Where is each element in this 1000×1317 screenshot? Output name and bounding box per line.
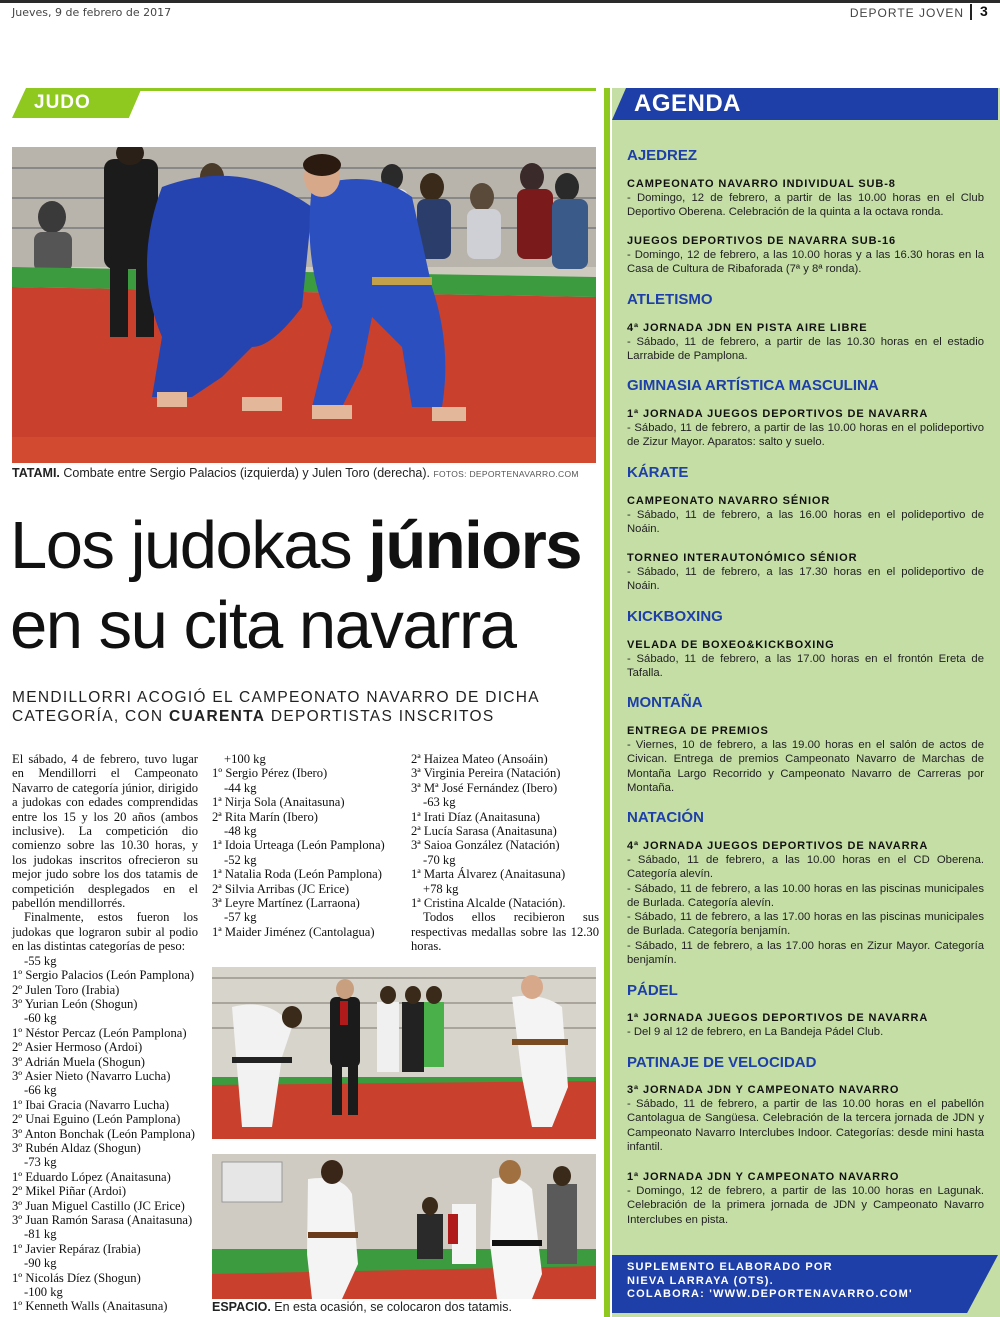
photo-tatami-combat <box>12 147 596 463</box>
agenda-event-details: - Sábado, 11 de febrero, a las 16.00 horas en el polideportivo de Noáin. <box>627 509 984 536</box>
agenda-category: KICKBOXING <box>627 608 723 625</box>
result-row: 1ª Irati Díaz (Anaitasuna) <box>411 809 541 824</box>
result-row: 2ª Silvia Arribas (JC Erice) <box>212 881 350 896</box>
agenda-event-title: CAMPEONATO NAVARRO INDIVIDUAL SUB-8 <box>627 178 896 190</box>
header-date: Jueves, 9 de febrero de 2017 <box>12 6 172 19</box>
agenda-event-details: - Sábado, 11 de febrero, a las 17.00 horas en las piscinas municipales de Burlada. Categoría benjamín. <box>627 911 984 938</box>
agenda-event-title: 1ª JORNADA JUEGOS DEPORTIVOS DE NAVARRA <box>627 408 929 420</box>
result-row: 3º Yurian León (Shogun) <box>12 996 138 1011</box>
agenda-event-details: - Sábado, 11 de febrero, a partir de las 10.00 horas en el pabellón Cantolagua de Sangüesa. Celebración de la tercera jornada de JDN y Campeonato Navarro Interclubes Indoor. Categorías: desde mini hasta infantil. <box>627 1098 984 1153</box>
photo-two-tatamis <box>212 1154 596 1299</box>
result-row: 3º Asier Nieto (Navarro Lucha) <box>12 1068 171 1083</box>
photo1-caption <box>12 466 602 480</box>
agenda-event-details: - Domingo, 12 de febrero, a partir de las 10.00 horas en Lagunak. Celebración de la primera jornada de JDN y Campeonato Navarro Interclubes en pista. <box>627 1185 984 1226</box>
agenda-event-title: ENTREGA DE PREMIOS <box>627 725 769 737</box>
headline-line2: en su cita navarra <box>10 588 516 663</box>
agenda-category: KÁRATE <box>627 464 689 481</box>
result-row: 2º Julen Toro (Irabia) <box>12 982 120 997</box>
agenda-event-details: - Sábado, 11 de febrero, a las 17.30 horas en el polideportivo de Noáin. <box>627 566 984 593</box>
result-row: 1º Nicolás Díez (Shogun) <box>12 1270 141 1285</box>
caption-text: En esta ocasión, se colocaron dos tatamis. <box>274 1300 512 1314</box>
agenda-category: MONTAÑA <box>627 694 703 711</box>
agenda-event-title: 4ª JORNADA JDN EN PISTA AIRE LIBRE <box>627 322 868 334</box>
agenda-event-details: - Domingo, 12 de febrero, a partir de las 10.00 horas en el Club Deportivo Oberena. Celebración de la quinta a la octava ronda. <box>627 192 984 219</box>
weight-category: -48 kg <box>224 824 257 839</box>
article-closing: Todos ellos recibieron sus respectivas medallas sobre las 12.30 horas. <box>411 910 599 954</box>
photo-credit: FOTOS: DEPORTENAVARRO.COM <box>433 469 579 479</box>
result-row: 1ª Idoia Urteaga (León Pamplona) <box>212 838 385 853</box>
header-divider <box>970 4 972 20</box>
agenda-category: AJEDREZ <box>627 147 698 164</box>
weight-category: -81 kg <box>24 1227 57 1242</box>
credits-line: NIEVA LARRAYA (OTS). <box>627 1274 774 1287</box>
caption-label: ESPACIO. <box>212 1300 271 1314</box>
weight-category: -73 kg <box>24 1155 57 1170</box>
result-row: 2º Mikel Piñar (Ardoi) <box>12 1184 127 1199</box>
result-row: 2ª Rita Marín (Ibero) <box>212 809 318 824</box>
agenda-event-title: VELADA DE BOXEO&KICKBOXING <box>627 639 835 651</box>
agenda-event-title: 1ª JORNADA JUEGOS DEPORTIVOS DE NAVARRA <box>627 1012 929 1024</box>
agenda-event-title: CAMPEONATO NAVARRO SÉNIOR <box>627 495 831 507</box>
result-row: 3º Juan Ramón Sarasa (Anaitasuna) <box>12 1213 193 1227</box>
result-row: 1ª Cristina Alcalde (Natación). <box>411 896 566 911</box>
agenda-event-details: - Sábado, 11 de febrero, a las 17.00 horas en el frontón Ereta de Tafalla. <box>627 653 984 680</box>
agenda-event-title: 3ª JORNADA JDN Y CAMPEONATO NAVARRO <box>627 1084 900 1096</box>
results-list-1 <box>12 954 198 1314</box>
result-row: 1º Néstor Percaz (León Pamplona) <box>12 1025 187 1040</box>
result-row: 1ª Nirja Sola (Anaitasuna) <box>212 795 345 810</box>
result-row: 3ª Virginia Pereira (Natación) <box>411 766 561 781</box>
headline-bold-word: júniors <box>368 508 582 583</box>
headline-line1: Los judokas <box>10 508 369 583</box>
agenda-title: AGENDA <box>634 90 742 117</box>
weight-category: -55 kg <box>24 953 57 968</box>
agenda-event-details: - Del 9 al 12 de febrero, en La Bandeja Pádel Club. <box>627 1026 884 1038</box>
agenda-category: NATACIÓN <box>627 809 704 826</box>
result-row: 1º Ibai Gracia (Navarro Lucha) <box>12 1097 170 1112</box>
agenda-header <box>612 88 998 120</box>
weight-category: -90 kg <box>24 1256 57 1271</box>
subhead-bold: CUARENTA <box>169 708 266 725</box>
agenda-event-details: - Sábado, 11 de febrero, a las 10.00 horas en el CD Oberena. Categoría alevín. <box>627 854 984 881</box>
weight-category: -63 kg <box>423 795 456 810</box>
agenda-category: GIMNASIA ARTÍSTICA MASCULINA <box>627 377 879 394</box>
credits-text <box>627 1261 913 1302</box>
caption-label: TATAMI. <box>12 466 60 480</box>
weight-category: -52 kg <box>224 852 257 867</box>
weight-category: -66 kg <box>24 1083 57 1098</box>
result-row: 3º Anton Bonchak (León Pamplona) <box>12 1126 195 1141</box>
weight-category: +78 kg <box>423 881 459 896</box>
agenda-event-details: - Sábado, 11 de febrero, a las 10.00 horas en las piscinas municipales de Burlada. Categoría alevín. <box>627 883 984 910</box>
agenda-stripe <box>604 88 610 1317</box>
result-row: 3º Rubén Aldaz (Shogun) <box>12 1140 141 1155</box>
article-column-2 <box>212 752 398 939</box>
result-row: 1º Javier Repáraz (Irabia) <box>12 1241 141 1256</box>
result-row: 2º Asier Hermoso (Ardoi) <box>12 1040 143 1055</box>
agenda-event-details: - Sábado, 11 de febrero, a partir de las 10.30 horas en el estadio Larrabide de Pamplona. <box>627 336 984 363</box>
section-tag <box>12 88 596 118</box>
agenda-event-title: JUEGOS DEPORTIVOS DE NAVARRA SUB-16 <box>627 235 897 247</box>
credits-box <box>612 1255 1000 1313</box>
top-rule <box>0 0 1000 3</box>
article-paragraph-2: Finalmente, estos fueron los judokas que lograron subir al podio en las distintas categorías de peso: <box>12 910 198 954</box>
article-paragraph-1: El sábado, 4 de febrero, tuvo lugar en Mendillorri el Campeonato Navarro de categoría júnior, dirigido a judokas con edades comprendidas entre los 15 y los 20 años (ambos inclusive). La competición dio comienzo sobre las 10.30 horas, y los judokas inscritos ofrecieron su mejor judo sobre los dos tatamis de competición desplegados en el pabellón mendillorrés. <box>12 752 198 911</box>
result-row: 1ª Maider Jiménez (Cantolagua) <box>212 924 375 939</box>
subhead-after: DEPORTISTAS INSCRITOS <box>265 708 495 725</box>
weight-category: -60 kg <box>24 1011 57 1026</box>
results-list-2 <box>212 752 398 939</box>
result-row: 3ª Saioa González (Natación) <box>411 838 560 853</box>
weight-category: -100 kg <box>24 1285 63 1300</box>
article-column-3 <box>411 752 599 954</box>
result-row: 3º Adrián Muela (Shogun) <box>12 1054 145 1069</box>
result-row: 2ª Haizea Mateo (Ansoáin) <box>411 752 548 766</box>
result-row: 1º Kenneth Walls (Anaitasuna) <box>12 1299 168 1314</box>
result-row: 2º Unai Eguino (León Pamplona) <box>12 1112 181 1127</box>
caption-text: Combate entre Sergio Palacios (izquierda) y Julen Toro (derecha). <box>63 466 431 480</box>
result-row: 1º Sergio Pérez (Ibero) <box>212 766 328 781</box>
result-row: 3ª Mª José Fernández (Ibero) <box>411 780 558 795</box>
page-number: 3 <box>980 3 988 19</box>
agenda-event-details: - Sábado, 11 de febrero, a partir de las 10.00 horas en el polideportivo de Zizur Mayor. Aparatos: salto y suelo. <box>627 422 984 449</box>
weight-category: +100 kg <box>224 752 266 766</box>
photo3-caption <box>212 1300 602 1314</box>
weight-category: -57 kg <box>224 910 257 925</box>
agenda-category: PATINAJE DE VELOCIDAD <box>627 1054 817 1071</box>
agenda-event-title: TORNEO INTERAUTONÓMICO SÉNIOR <box>627 552 858 564</box>
weight-category: -44 kg <box>224 780 257 795</box>
results-list-3 <box>411 752 599 910</box>
result-row: 1º Sergio Palacios (León Pamplona) <box>12 968 195 983</box>
result-row: 1ª Marta Álvarez (Anaitasuna) <box>411 867 566 882</box>
article-column-1 <box>12 752 198 1314</box>
subheadline <box>12 688 600 726</box>
agenda-event-title: 1ª JORNADA JDN Y CAMPEONATO NAVARRO <box>627 1171 900 1183</box>
result-row: 3º Juan Miguel Castillo (JC Erice) <box>12 1198 185 1213</box>
agenda-event-details: - Viernes, 10 de febrero, a las 19.00 horas en el salón de actos de Civican. Entrega de premios Campeonato Navarro de Marchas de Montaña Largo Recorrido y Campeonato Navarro de Carreras por Montaña. <box>627 739 984 794</box>
header-section: DEPORTE JOVEN <box>849 6 964 20</box>
subhead-before: MENDILLORRI ACOGIÓ EL CAMPEONATO NAVARRO DE DICHA CATEGORÍA, CON <box>12 689 540 725</box>
section-tag-label: JUDO <box>34 92 91 113</box>
agenda-event-details: - Domingo, 12 de febrero, a las 10.00 horas y a las 16.30 horas en la Casa de Cultura de Ribaforada (7ª y 8ª ronda). <box>627 249 984 276</box>
weight-category: -70 kg <box>423 852 456 867</box>
photo-referee-bow <box>212 967 596 1139</box>
credits-line: COLABORA: 'WWW.DEPORTENAVARRO.COM' <box>627 1288 913 1300</box>
result-row: 3ª Leyre Martínez (Larraona) <box>212 896 360 911</box>
agenda-category: PÁDEL <box>627 982 678 999</box>
result-row: 2ª Lucía Sarasa (Anaitasuna) <box>411 824 557 839</box>
agenda-event-details: - Sábado, 11 de febrero, a las 17.00 horas en Zizur Mayor. Categoría benjamín. <box>627 940 984 967</box>
credits-line: SUPLEMENTO ELABORADO POR <box>627 1261 833 1273</box>
agenda-event-title: 4ª JORNADA JUEGOS DEPORTIVOS DE NAVARRA <box>627 840 929 852</box>
headline <box>10 506 610 666</box>
result-row: 1º Eduardo López (Anaitasuna) <box>12 1169 171 1184</box>
agenda-category: ATLETISMO <box>627 291 713 308</box>
result-row: 1ª Natalia Roda (León Pamplona) <box>212 867 382 882</box>
